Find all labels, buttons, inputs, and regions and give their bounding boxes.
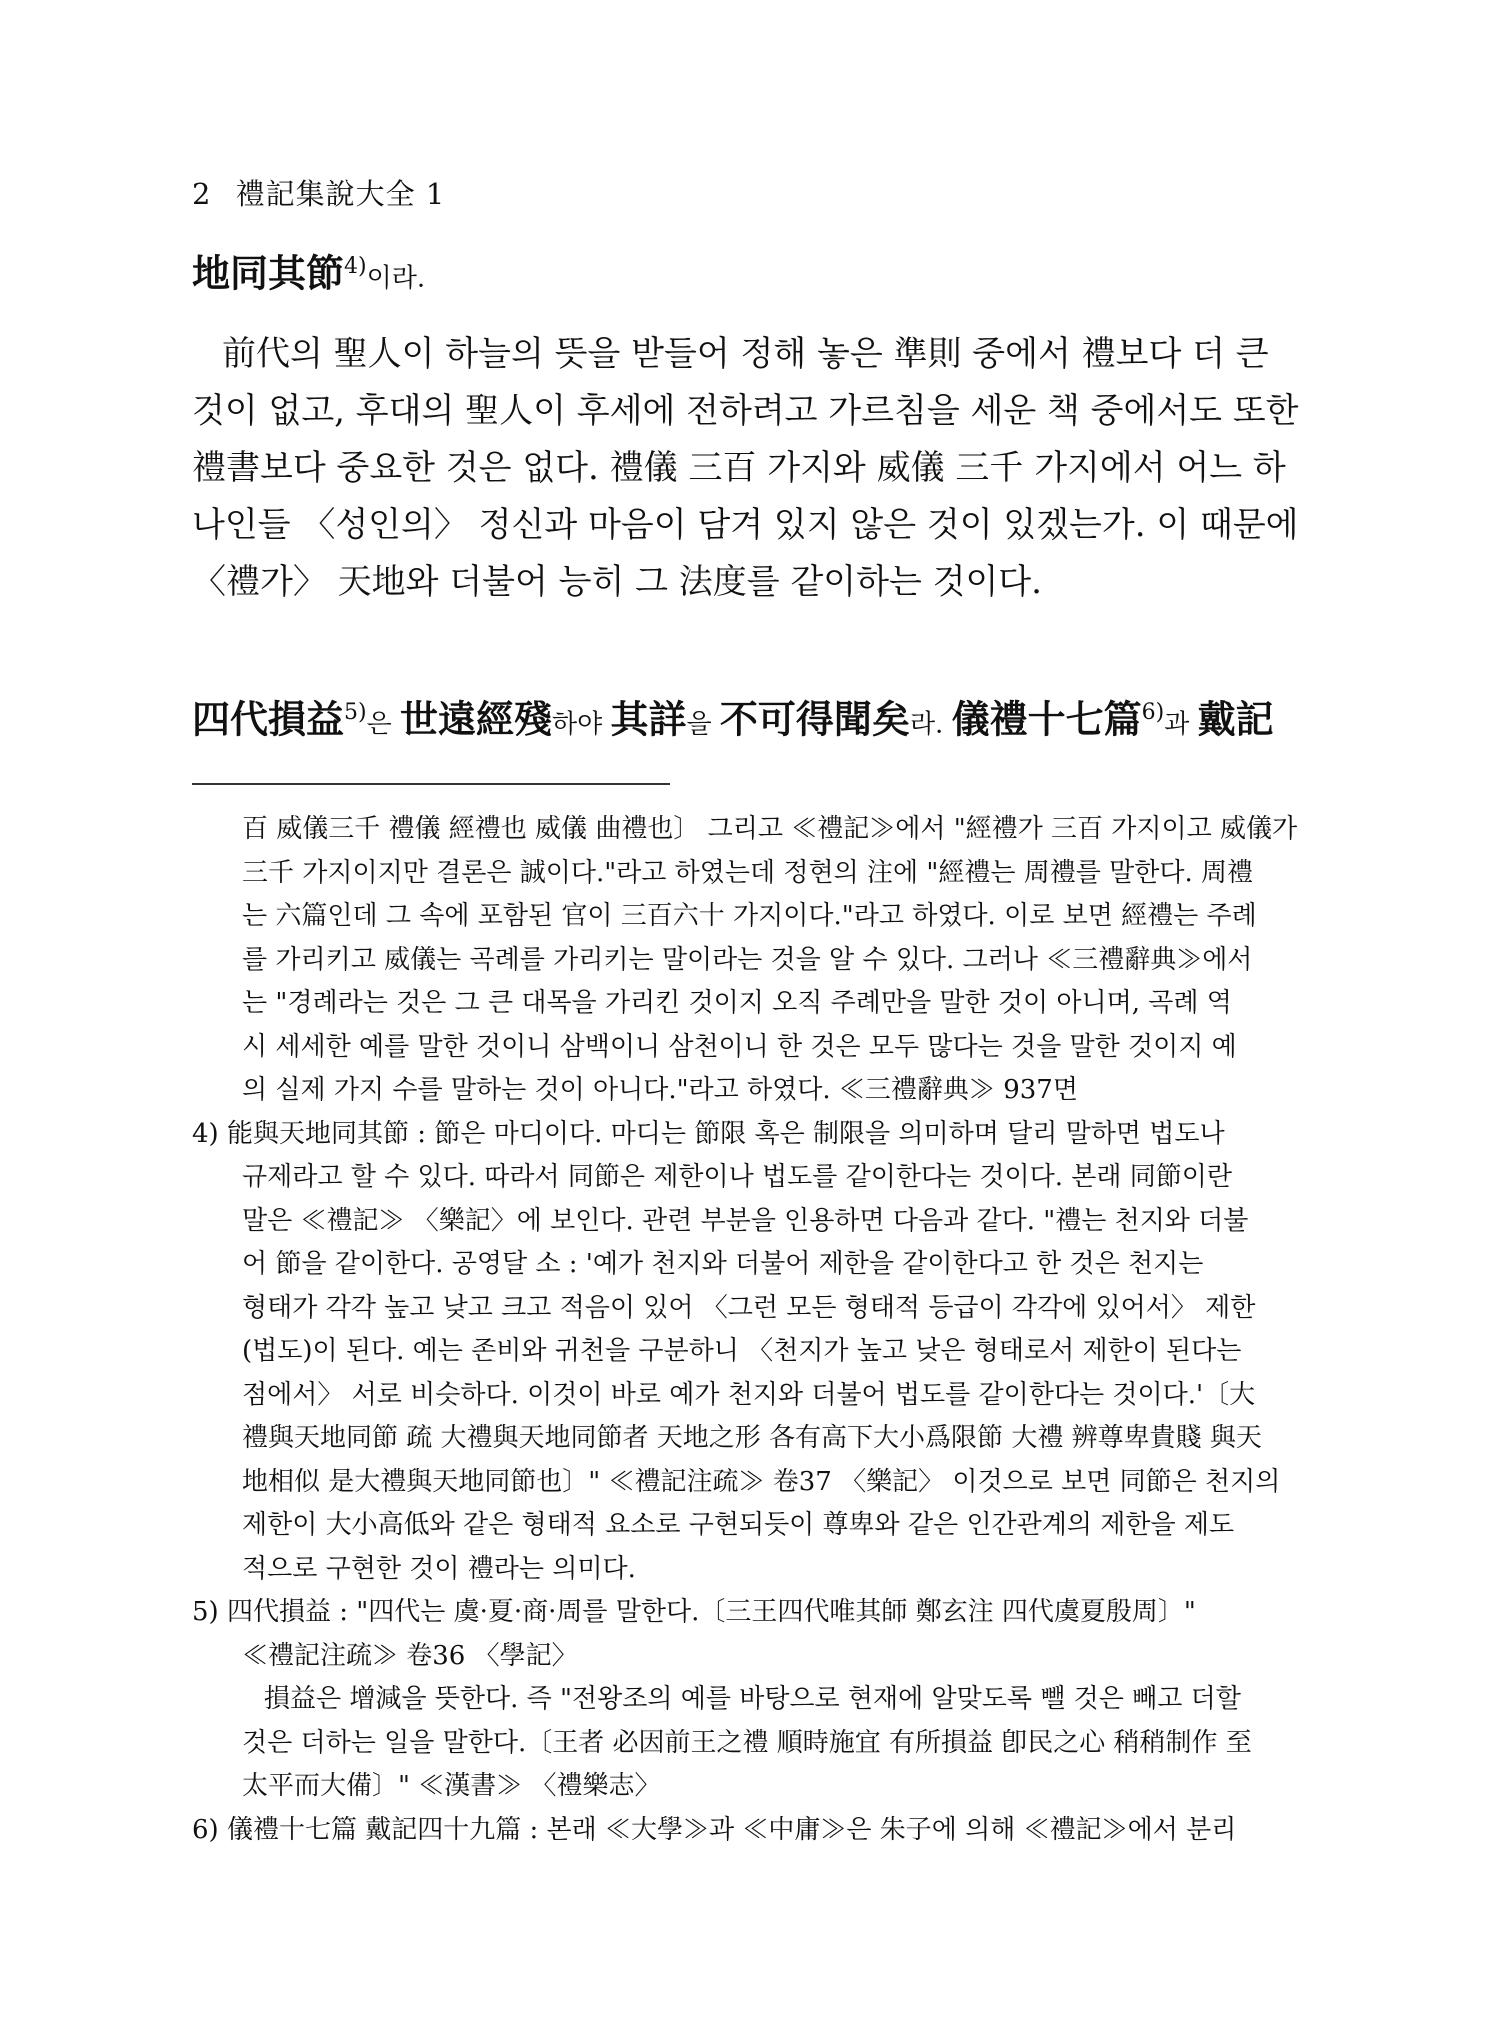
footnote-line: 시 세세한 예를 말한 것이니 삼백이니 삼천이니 한 것은 모두 많다는 것을 말한 것이지 예 [242,1031,1237,1062]
footnote-line: 損益은 增減을 뜻한다. 즉 "전왕조의 예를 바탕으로 현재에 알맞도록 뺄 것은 빼고 더할 [264,1684,1241,1714]
footnote-label: 6) [192,1814,219,1845]
footnote-line: 太平而大備〕" ≪漢書≫ 〈禮樂志〉 [242,1771,661,1801]
translation-line: 前代의 聖人이 하늘의 뜻을 받들어 정해 놓은 準則 중에서 禮보다 더 큰 [222,334,1269,374]
footnote-line: ≪禮記注疏≫ 卷36 〈學記〉 [242,1640,578,1671]
footnote-4 [192,1113,1307,1157]
footnote-line: 는 六篇인데 그 속에 포함된 官이 三百六十 가지이다."라고 하였다. 이로 보면 經禮는 주례 [242,901,1257,931]
footnote-5 [192,1591,1307,1635]
footnote-line: 儀禮十七篇 戴記四十九篇 : 본래 ≪大學≫과 ≪中庸≫은 朱子에 의해 ≪禮記≫에서 분리 [226,1814,1237,1845]
footnote-line: 것은 더하는 일을 말한다.〔王者 必因前王之禮 順時施宜 有所損益 卽民之心 稍稍制作 至 [242,1727,1252,1758]
footnote-line: 地相似 是大禮與天地同節也〕" ≪禮記注疏≫ 卷37 〈樂記〉 이것으로 보면 同節은 천지의 [242,1466,1281,1497]
footnote-line: 는 "경례라는 것은 그 큰 대목을 가리킨 것이지 오직 주례만을 말한 것이 아니며, 곡례 역 [242,988,1232,1018]
translation-paragraph [192,326,1304,611]
footnote-line: 규제라고 할 수 있다. 따라서 同節은 제한이나 법도를 같이한다는 것이다. 본래 同節이란 [242,1162,1233,1192]
footnote-line: 말은 ≪禮記≫ 〈樂記〉에 보인다. 관련 부분을 인용하면 다음과 같다. "禮는 천지와 더불 [242,1205,1249,1236]
footnotes [192,808,1307,1852]
footnote-line: 百 威儀三千 禮儀 經禮也 威儀 曲禮也〕 그리고 ≪禮記≫에서 "經禮가 三百 가지이고 威儀가 [242,814,1298,844]
hanja-text: 儀禮十七篇 [951,696,1142,742]
footnote-ref-5: 5) [344,700,367,725]
running-header [192,172,459,213]
footnote-line: 를 가리키고 威儀는 곡례를 가리키는 말이라는 것을 알 수 있다. 그러나 ≪三禮辭典≫에서 [242,944,1253,975]
footnote-divider [192,783,670,785]
page-number: 2 [192,177,212,211]
hanja-text: 不可得聞矣 [719,696,910,742]
footnote-line: 禮與天地同節 疏 大禮與天地同節者 天地之形 各有高下大小爲限節 大禮 辨尊卑貴賤 與天 [242,1423,1262,1453]
footnote-line: (법도)이 된다. 예는 존비와 귀천을 구분하니 〈천지가 높고 낮은 형태로서 제한이 된다는 [242,1336,1242,1366]
footnote-line: 의 실제 가지 수를 말하는 것이 아니다."라고 하였다. ≪三禮辭典≫ 937면 [242,1075,1078,1105]
footnote-line: 형태가 각각 높고 낮고 크고 적음이 있어 〈그런 모든 형태적 등급이 각각에 있어서〉 제한 [242,1292,1256,1323]
footnote-6 [192,1809,1307,1853]
footnote-line: 어 節을 같이한다. 공영달 소 : '예가 천지와 더불어 제한을 같이한다고 한 것은 천지는 [242,1249,1204,1279]
main-text-line-1 [192,238,1304,308]
translation-line: 나인들 〈성인의〉 정신과 마음이 담겨 있지 않은 것이 있겠는가. 이 때문에 [192,505,1299,545]
particle-text: 이라. [366,263,426,294]
particle-text: 은 [366,709,400,740]
particle-text: 하야 [552,709,611,740]
translation-line: 〈禮가〉 天地와 더불어 능히 그 法度를 같이하는 것이다. [192,562,1042,602]
hanja-text: 戴記 [1197,696,1274,742]
particle-text: 과 [1164,709,1198,740]
hanja-text: 其詳 [610,696,687,742]
footnote-label: 4) [192,1118,219,1149]
particle-text: 을 [686,709,720,740]
footnote-ref-4: 4) [344,254,367,279]
main-text-line-2 [192,684,1304,754]
particle-text: 라. [909,709,952,740]
footnote-line: 四代損益 : "四代는 虞·夏·商·周를 말한다.〔三王四代唯其師 鄭玄注 四代虞夏殷周〕" [226,1597,1196,1627]
footnote-line: 제한이 大小高低와 같은 형태적 요소로 구현되듯이 尊卑와 같은 인간관계의 제한을 제도 [242,1510,1235,1540]
hanja-text: 地同其節 [192,250,345,296]
hanja-text: 四代損益 [192,696,345,742]
footnote-ref-6: 6) [1141,700,1165,725]
book-title: 禮記集說大全 1 [235,177,446,211]
footnote-line: 적으로 구현한 것이 禮라는 의미다. [242,1553,636,1584]
translation-line: 禮書보다 중요한 것은 없다. 禮儀 三百 가지와 威儀 三千 가지에서 어느 하 [192,448,1286,488]
footnote-line: 能與天地同其節 : 節은 마디이다. 마디는 節限 혹은 制限을 의미하며 달리 말하면 법도나 [226,1118,1225,1149]
hanja-text: 世遠經殘 [400,696,553,742]
footnote-line: 점에서〉 서로 비슷하다. 이것이 바로 예가 천지와 더불어 법도를 같이한다는 것이다.'〔大 [242,1379,1256,1410]
footnote-line: 三千 가지이지만 결론은 誠이다."라고 하였는데 정현의 注에 "經禮는 周禮를 말한다. 周禮 [242,857,1253,888]
footnote-label: 5) [192,1597,219,1627]
translation-line: 것이 없고, 후대의 聖人이 후세에 전하려고 가르침을 세운 책 중에서도 또한 [192,391,1299,431]
